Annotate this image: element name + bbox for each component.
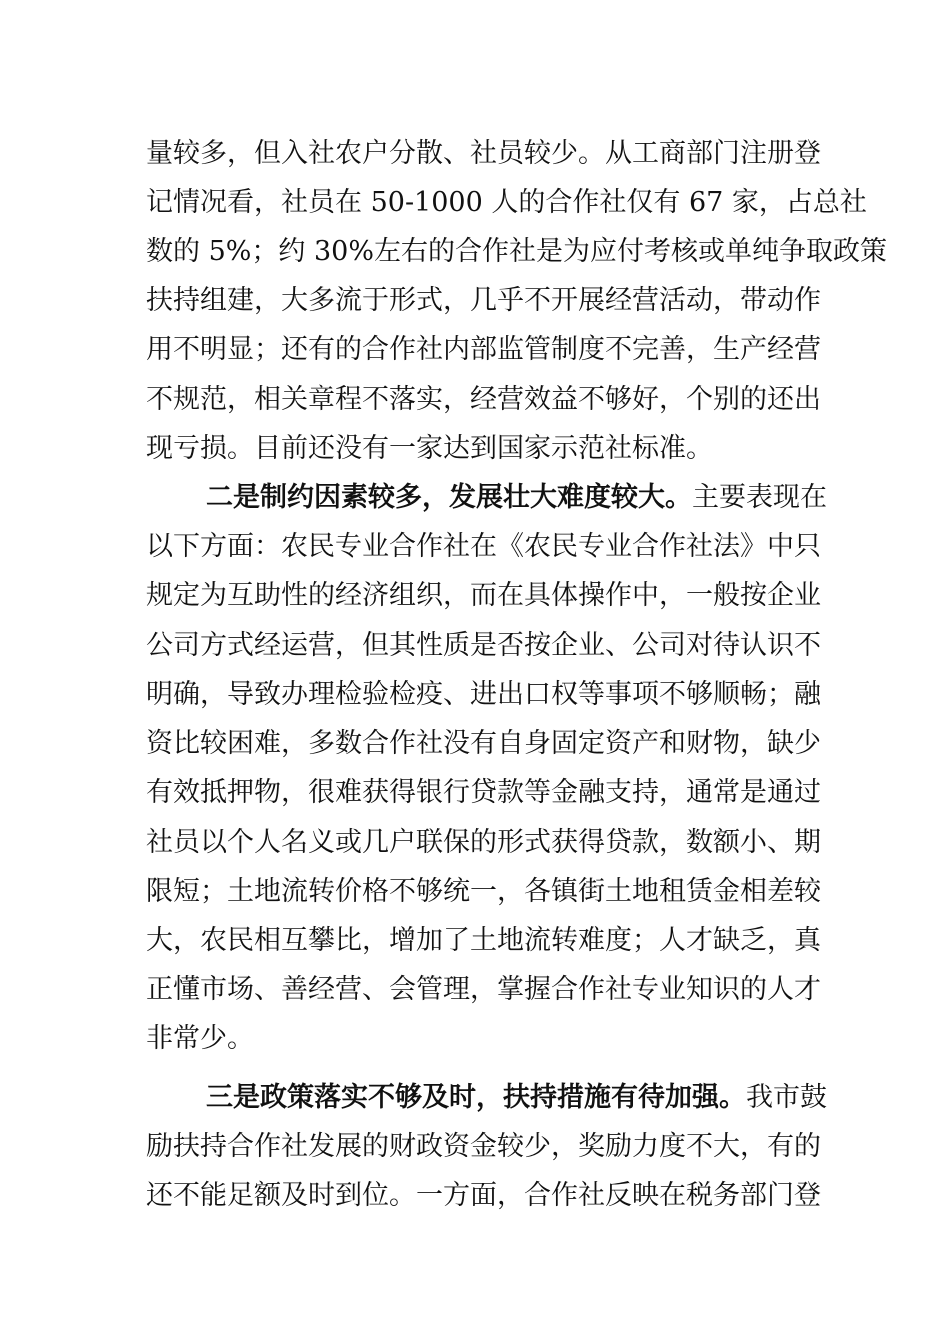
text-line: 以下方面：农民专业合作社在《农民专业合作社法》中只: [146, 531, 821, 562]
text-line: 励扶持合作社发展的财政资金较少，奖励力度不大，有的: [146, 1131, 821, 1162]
text-line: 规定为互助性的经济组织，而在具体操作中，一般按企业: [146, 580, 821, 611]
text-line: 用不明显；还有的合作社内部监管制度不完善，生产经营: [146, 334, 821, 365]
text-line: 有效抵押物，很难获得银行贷款等金融支持，通常是通过: [146, 777, 821, 808]
text-line: 记情况看，社员在 50-1000 人的合作社仅有 67 家，占总社: [146, 187, 867, 218]
paragraph-text: 主要表现在: [692, 482, 827, 513]
text-line: 明确，导致办理检验检疫、进出口权等事项不够顺畅；融: [146, 679, 821, 710]
text-line: 不规范，相关章程不落实，经营效益不够好，个别的还出: [146, 384, 821, 415]
text-line: 还不能足额及时到位。一方面，合作社反映在税务部门登: [146, 1180, 821, 1211]
text-line: 资比较困难，多数合作社没有自身固定资产和财物，缺少: [146, 728, 821, 759]
text-line: 量较多，但入社农户分散、社员较少。从工商部门注册登: [146, 138, 821, 169]
paragraph-first-line: [206, 1078, 827, 1118]
text-line: 社员以个人名义或几户联保的形式获得贷款，数额小、期: [146, 827, 821, 858]
paragraph-heading: 二是制约因素较多，发展壮大难度较大。: [206, 482, 692, 513]
paragraph-text: 我市鼓: [746, 1082, 827, 1113]
text-line: 数的 5%；约 30%左右的合作社是为应付考核或单纯争取政策: [146, 236, 888, 267]
text-line: 现亏损。目前还没有一家达到国家示范社标准。: [146, 433, 713, 464]
text-line: 公司方式经运营，但其性质是否按企业、公司对待认识不: [146, 630, 821, 661]
text-line: 非常少。: [146, 1023, 254, 1054]
text-line: 正懂市场、善经营、会管理，掌握合作社专业知识的人才: [146, 974, 821, 1005]
text-line: 限短；土地流转价格不够统一，各镇街土地租赁金相差较: [146, 876, 821, 907]
text-line: 大，农民相互攀比，增加了土地流转难度；人才缺乏，真: [146, 925, 821, 956]
paragraph-heading: 三是政策落实不够及时，扶持措施有待加强。: [206, 1082, 746, 1113]
paragraph-first-line: [206, 478, 827, 518]
text-line: 扶持组建，大多流于形式，几乎不开展经营活动，带动作: [146, 285, 821, 316]
